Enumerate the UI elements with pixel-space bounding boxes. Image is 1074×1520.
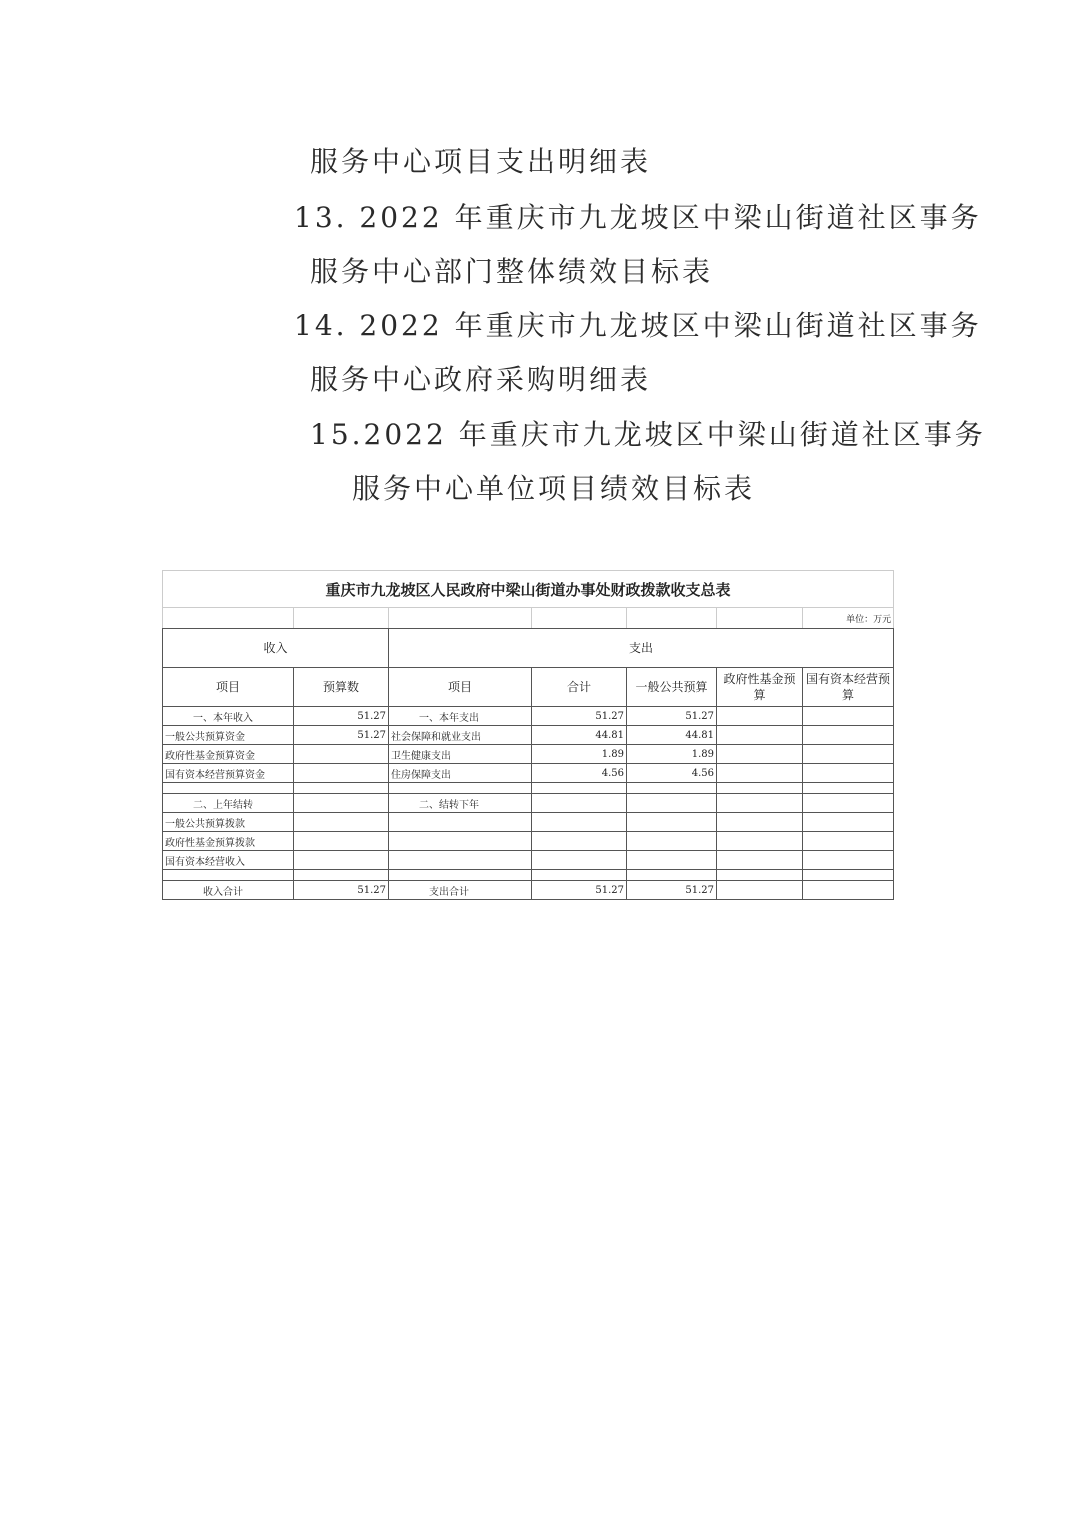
table-cell <box>294 813 389 832</box>
table-cell <box>294 832 389 851</box>
table-cell <box>717 881 803 900</box>
table-cell <box>717 870 803 881</box>
table-cell <box>389 783 532 794</box>
doc-line-5: 服务中心政府采购明细表 <box>310 363 652 396</box>
table-cell: 社会保障和就业支出 <box>389 726 532 745</box>
doc-line-7: 服务中心单位项目绩效目标表 <box>352 472 756 505</box>
column-header: 项目 <box>389 668 532 707</box>
table-cell: 4.56 <box>532 764 627 783</box>
table-cell <box>803 881 894 900</box>
table-cell: 二、上年结转 <box>163 794 294 813</box>
table-cell <box>803 745 894 764</box>
table-cell <box>389 870 532 881</box>
column-header: 预算数 <box>294 668 389 707</box>
table-cell <box>294 764 389 783</box>
table-cell: 51.27 <box>294 881 389 900</box>
unit-row-cell <box>627 608 717 629</box>
table-cell <box>627 832 717 851</box>
table-cell <box>717 813 803 832</box>
table-cell: 一、本年支出 <box>389 707 532 726</box>
table-cell <box>163 870 294 881</box>
table-row <box>163 832 894 851</box>
unit-row-cell <box>163 608 294 629</box>
table-cell: 51.27 <box>627 881 717 900</box>
table-cell <box>294 794 389 813</box>
table-cell <box>803 832 894 851</box>
table-cell: 51.27 <box>532 881 627 900</box>
table-cell <box>717 707 803 726</box>
table-cell <box>803 764 894 783</box>
table-cell: 51.27 <box>532 707 627 726</box>
table-row <box>163 794 894 813</box>
table-cell <box>389 851 532 870</box>
table-cell: 二、结转下年 <box>389 794 532 813</box>
table-cell: 44.81 <box>627 726 717 745</box>
table-cell <box>294 851 389 870</box>
doc-line-4: 14. 2022 年重庆市九龙坡区中梁山街道社区事务 <box>294 309 982 342</box>
table-cell <box>803 707 894 726</box>
table-cell: 政府性基金预算资金 <box>163 745 294 764</box>
table-cell <box>803 783 894 794</box>
table-cell <box>294 870 389 881</box>
unit-row-cell <box>717 608 803 629</box>
table-cell <box>627 813 717 832</box>
table-cell <box>389 832 532 851</box>
table-cell: 住房保障支出 <box>389 764 532 783</box>
table-cell: 卫生健康支出 <box>389 745 532 764</box>
table-cell <box>717 745 803 764</box>
table-row <box>163 783 894 794</box>
table-cell <box>803 726 894 745</box>
table-cell: 1.89 <box>627 745 717 764</box>
table-cell <box>717 764 803 783</box>
column-header: 合计 <box>532 668 627 707</box>
table-row <box>163 881 894 900</box>
table-cell: 国有资本经营收入 <box>163 851 294 870</box>
table-cell: 4.56 <box>627 764 717 783</box>
table-cell <box>717 832 803 851</box>
table-cell <box>532 783 627 794</box>
table-cell: 一般公共预算拨款 <box>163 813 294 832</box>
table-cell: 一般公共预算资金 <box>163 726 294 745</box>
doc-line-2: 13. 2022 年重庆市九龙坡区中梁山街道社区事务 <box>294 201 982 234</box>
table-cell <box>803 813 894 832</box>
table-cell <box>389 813 532 832</box>
column-header: 项目 <box>163 668 294 707</box>
column-header: 政府性基金预算 <box>717 668 803 707</box>
table-cell <box>717 726 803 745</box>
table-cell <box>163 783 294 794</box>
table-title: 重庆市九龙坡区人民政府中梁山街道办事处财政拨款收支总表 <box>163 571 894 608</box>
table-cell: 政府性基金预算拨款 <box>163 832 294 851</box>
table-cell <box>803 870 894 881</box>
table-cell <box>717 851 803 870</box>
table-row <box>163 726 894 745</box>
unit-row-cell <box>389 608 532 629</box>
table-row <box>163 707 894 726</box>
table-cell <box>627 794 717 813</box>
expense-group-header: 支出 <box>389 629 894 668</box>
table-cell: 1.89 <box>532 745 627 764</box>
table-row <box>163 870 894 881</box>
table-cell <box>627 783 717 794</box>
table-cell <box>294 745 389 764</box>
table-row <box>163 764 894 783</box>
table-cell <box>532 794 627 813</box>
table-cell: 51.27 <box>294 726 389 745</box>
column-header: 一般公共预算 <box>627 668 717 707</box>
table-cell <box>532 851 627 870</box>
doc-line-6: 15.2022 年重庆市九龙坡区中梁山街道社区事务 <box>310 418 986 451</box>
doc-line-1: 服务中心项目支出明细表 <box>310 145 652 178</box>
table-row <box>163 813 894 832</box>
unit-label: 单位：万元 <box>803 608 894 629</box>
table-cell: 51.27 <box>627 707 717 726</box>
table-cell <box>532 813 627 832</box>
unit-row-cell <box>532 608 627 629</box>
table-cell <box>627 870 717 881</box>
income-group-header: 收入 <box>163 629 389 668</box>
table-cell: 国有资本经营预算资金 <box>163 764 294 783</box>
table-cell <box>294 783 389 794</box>
table-cell <box>717 794 803 813</box>
table-row <box>163 745 894 764</box>
table-cell <box>803 794 894 813</box>
budget-summary-table <box>162 570 893 900</box>
table-cell <box>627 851 717 870</box>
table-cell: 支出合计 <box>389 881 532 900</box>
table-cell: 收入合计 <box>163 881 294 900</box>
table-cell <box>803 851 894 870</box>
table-cell: 51.27 <box>294 707 389 726</box>
table-cell: 一、本年收入 <box>163 707 294 726</box>
table-cell: 44.81 <box>532 726 627 745</box>
table-cell <box>532 832 627 851</box>
column-header: 国有资本经营预算 <box>803 668 894 707</box>
doc-line-3: 服务中心部门整体绩效目标表 <box>310 255 714 288</box>
table-row <box>163 851 894 870</box>
table-cell <box>532 870 627 881</box>
unit-row-cell <box>294 608 389 629</box>
table-cell <box>717 783 803 794</box>
